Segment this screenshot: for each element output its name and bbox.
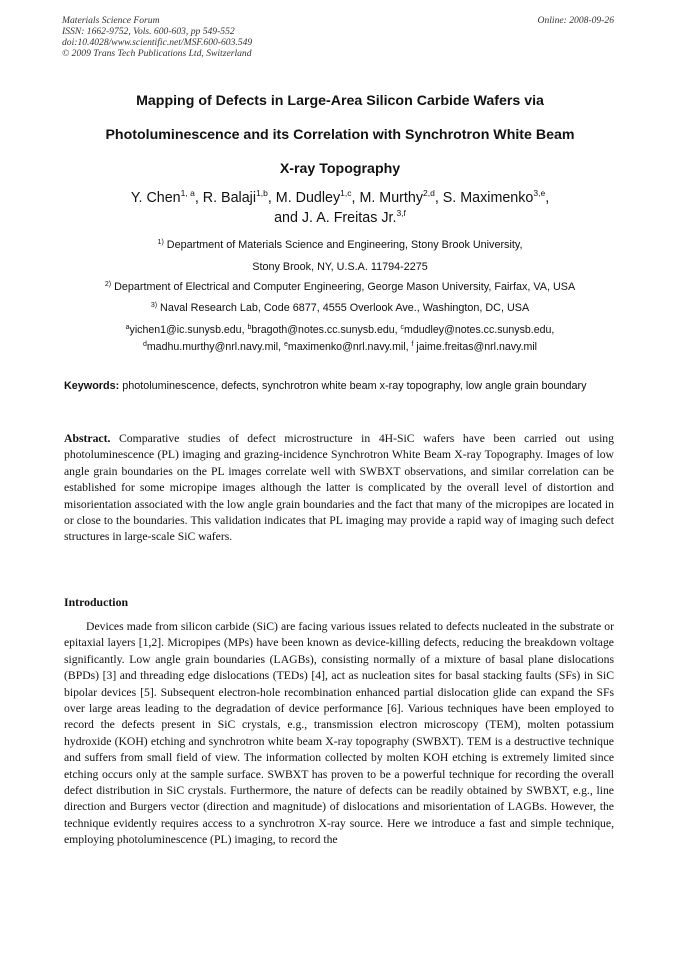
affiliation-text: Department of Materials Science and Engineering, Stony Brook University, (163, 239, 523, 251)
online-date: Online: 2008-09-26 (537, 15, 614, 26)
email-mark: b (247, 324, 252, 331)
affiliation-1-address: Stony Brook, NY, U.S.A. 11794-2275 (252, 261, 428, 273)
journal-header (62, 15, 252, 59)
abstract-text: Comparative studies of defect microstructure in 4H-SiC wafers have been carried out using photoluminescence (PL) imaging and grazing-incidence Synchrotron White Beam X-ray Topography. Images of low angle grain boundaries on the PL images correlate well with SWBXT observations, and similar correlation can be established for some micropipe images although the latter is complicated by the overall level of distortion and misorientation associated with the low angle grain boundaries and the fact that many of the micropipes are located in or close to the boundaries. This validation indicates that PL imaging may provide a rapid way of imaging such defect structures in large-scale SiC wafers. (64, 432, 614, 544)
journal-name: Materials Science Forum (62, 15, 160, 26)
email-link[interactable]: yichen1@ic.sunysb.edu, (129, 324, 248, 336)
affiliation-text: Department of Electrical and Computer Engineering, George Mason University, Fairfax, VA, USA (111, 281, 576, 293)
abstract-block (64, 431, 614, 546)
author-list (40, 188, 640, 228)
author-emails (30, 322, 650, 355)
paper-title-line-2: Photoluminescence and its Correlation with Synchrotron White Beam (105, 127, 575, 143)
author-affil-mark: 3,e (533, 188, 546, 198)
doi-line[interactable]: doi:10.4028/www.scientific.net/MSF.600-603.549 (62, 37, 253, 48)
email-link[interactable]: maximenko@nrl.navy.mil, (287, 340, 412, 353)
author-affil-mark: 1, a (180, 188, 195, 198)
author-affil-mark: 2,d (423, 188, 435, 198)
keywords-text: photoluminescence, defects, synchrotron white beam x-ray topography, low angle grain boundary (119, 380, 587, 392)
author-name: Y. Chen (130, 190, 181, 206)
email-mark: d (142, 340, 147, 348)
paper-title-line-3: X-ray Topography (279, 161, 401, 177)
introduction-paragraph: Devices made from silicon carbide (SiC) are facing various issues related to defects nucleated in the substrate or epitaxial layers [1,2]. Micropipes (MPs) have been known as device-killing defects, reducing the breakdown voltage significantly. Low angle grain boundaries (LAGBs), consisting normally of a mixture of basal plane dislocations (BPDs) [3] and threading edge dislocations (TEDs) [4], act as nucleation sites for basal stacking faults (SFs) in SiC bipolar devices [5]. Subsequent electron-hole recombination enhanced partial dislocation glide can expand the SFs over large areas leading to the degradation of device performance [6]. Various techniques have been employed to record the defects present in SiC crystals, e.g., transmission electron microscopy (TEM), molten potassium hydroxide (KOH) etching and synchrotron white beam X-ray topography (SWBXT). TEM is a destructive technique and suffers from small field of view. The information collected by molten KOH etching is extremely limited since etching occurs only at the sample surface. SWBXT has proven to be a powerful technique for recording the overall defect distribution in SiC crystals. Furthermore, the nature of defects can be readily obtained by SWBXT, e.g., line direction and Burgers vector (direction and magnitude) of dislocations and misorientation of LAGBs. However, the technique evidently requires access to a synchrotron X-ray source. Here we introduce a fast and simple technique, employing photoluminescence (PL) imaging, to record the (64, 620, 614, 847)
author-name: , S. Maximenko (434, 190, 534, 206)
introduction-heading: Introduction (64, 595, 129, 609)
author-name: and J. A. Freitas Jr. (274, 210, 397, 226)
author-name: , M. Dudley (267, 190, 341, 206)
author-line-1 (40, 188, 640, 208)
paper-title-line-1: Mapping of Defects in Large-Area Silicon Carbide Wafers via (136, 93, 544, 109)
affiliation-2 (30, 280, 650, 294)
keywords-label: Keywords: (64, 380, 120, 392)
keywords-block (64, 378, 614, 395)
affiliation-text: Naval Research Lab, Code 6877, 4555 Overlook Ave., Washington, DC, USA (157, 302, 530, 314)
author-affil-mark: 1,b (256, 188, 268, 198)
email-link[interactable]: mdudley@notes.cc.sunysb.edu, (404, 324, 555, 336)
email-link[interactable]: madhu.murthy@nrl.navy.mil, (146, 340, 284, 353)
author-name: , M. Murthy (351, 190, 423, 206)
email-mark: a (125, 324, 130, 331)
email-mark: e (284, 340, 288, 348)
issn-line: ISSN: 1662-9752, Vols. 600-603, pp 549-552 (62, 26, 235, 37)
email-link[interactable]: bragoth@notes.cc.sunysb.edu, (251, 324, 401, 336)
affiliation-1 (30, 238, 650, 252)
author-affil-mark: 3,f (396, 208, 406, 218)
affiliation-mark: 1) (157, 239, 164, 246)
email-mark: c (400, 324, 405, 331)
affiliation-mark: 2) (104, 281, 112, 288)
affiliation-3 (30, 301, 650, 315)
email-link[interactable]: jaime.freitas@nrl.navy.mil (413, 340, 538, 353)
author-affil-mark: 1,c (340, 188, 352, 198)
author-name: , R. Balaji (194, 190, 257, 206)
abstract-label: Abstract. (64, 432, 111, 445)
author-separator: , (545, 190, 550, 206)
author-line-2 (40, 208, 640, 228)
copyright-line: © 2009 Trans Tech Publications Ltd, Switzerland (62, 48, 252, 59)
email-mark: f (411, 340, 414, 348)
affiliation-mark: 3) (150, 302, 158, 309)
